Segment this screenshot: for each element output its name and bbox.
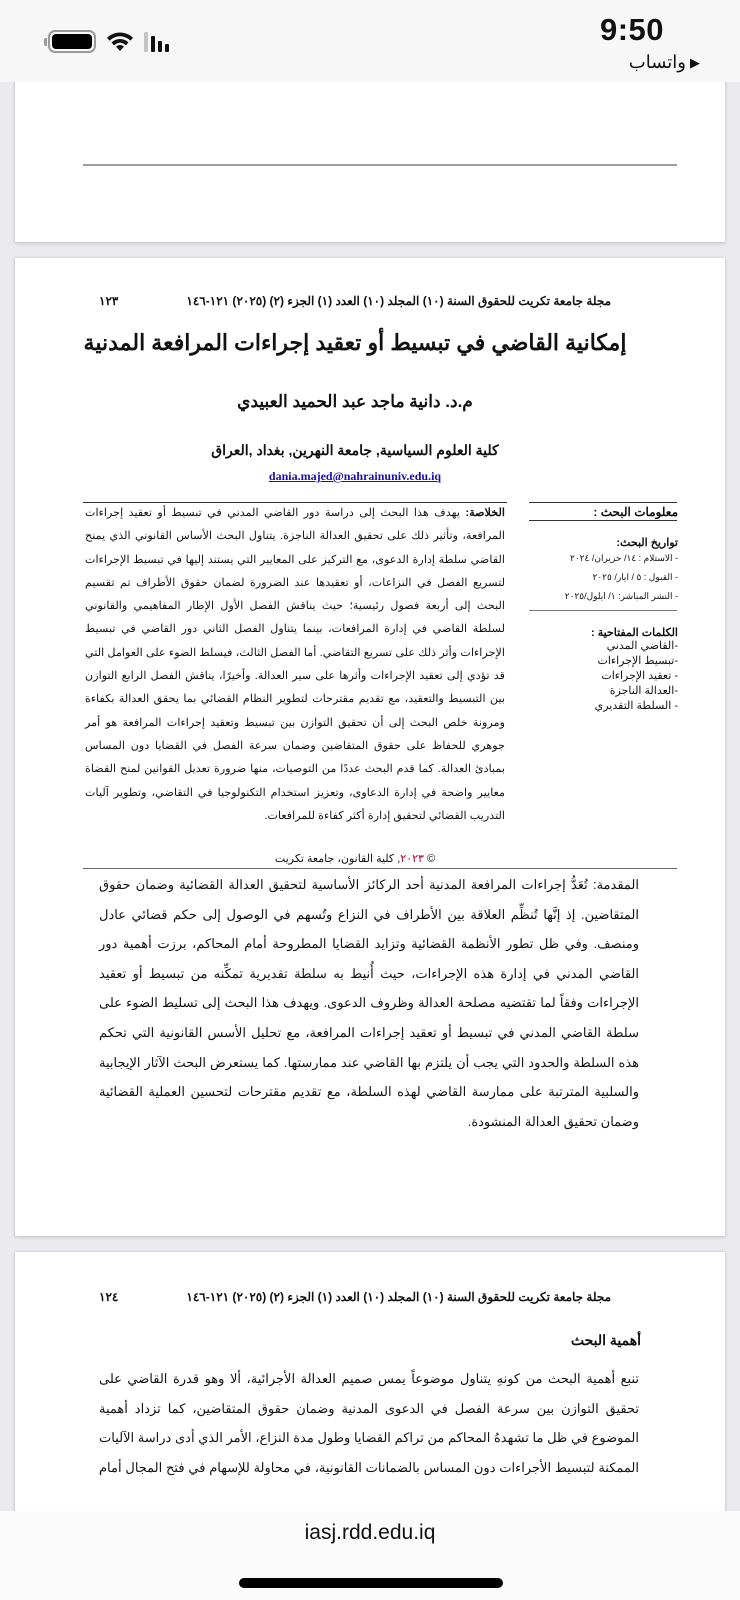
dates-heading: تواريخ البحث: bbox=[616, 537, 678, 549]
date-accepted: - القبول : ٥ / ايار/ ٢٠٢٥ bbox=[592, 572, 678, 582]
author-email-link[interactable]: dania.majed@nahrainuniv.edu.iq bbox=[268, 469, 442, 483]
date-published: - النشر المباشر: ١/ ايلول/٢٠٢٥ bbox=[564, 591, 678, 601]
research-info-heading: معلومات البحث : bbox=[593, 505, 678, 519]
journal-header bbox=[99, 1290, 611, 1304]
copyright-line bbox=[195, 852, 515, 865]
keywords-heading: الكلمات المفتاحية : bbox=[591, 627, 678, 639]
page-number: ١٢٤ bbox=[99, 1290, 119, 1304]
keyword: - السلطة التقديري bbox=[594, 700, 678, 712]
research-info-panel bbox=[533, 505, 678, 714]
abstract-label: الخلاصة: bbox=[465, 507, 505, 519]
back-arrow-icon: ▶ bbox=[690, 54, 700, 70]
battery-icon bbox=[48, 30, 96, 53]
back-to-app-link[interactable] bbox=[629, 52, 700, 73]
article-title: إمكانية القاضي في تبسيط أو تعقيد إجراءات المرافعة المدنية bbox=[83, 330, 627, 355]
section-heading: أهمية البحث bbox=[570, 1332, 641, 1348]
home-indicator[interactable] bbox=[239, 1578, 503, 1588]
pdf-page-123 bbox=[15, 258, 725, 1236]
cellular-signal-icon bbox=[144, 32, 169, 52]
abstract-text: يهدف هذا البحث إلى دراسة دور القاضي المدني في تبسيط أو تعقيد إجراءات المرافعة، وتأثير ذلك على تحقيق العدالة الناجزة. يتناول البحث الأساس القانوني الذي يمنح القاضي سلطة إدارة الدعوى، مع التركيز على المعايير التي يستند إليها في تبسيط الإجراءات لتسريع الفصل في النزاعات، أو تعقيدها عند الضرورة لضمان حقوق الأطراف تم تقسيم البحث إلى أربعة فصول رئيسية؛ حيث يناقش الفصل الأول الإطار المفاهيمي والقانوني لسلطة القاضي في إدارة المرافعات، بينما يتناول الفصل الثاني دور القاضي في تبسيط الإجراءات وأثر ذلك على تسريع التقاضي. أما الفصل الثالث، فيسلط الضوء على العوامل التي قد تؤدي إلى تعقيد الإجراءات وأثرها على سير العدالة. وأخيرًا، يناقش الفصل الرابع التوازن بين التبسيط والتعقيد، مع تقديم مقترحات لتطوير النظام القضائي بما يحقق العدالة بكفاءة ومرونة خلص البحث إلى أن تحقيق التوازن بين تبسيط وتعقيد إجراءات المرافعة هو أمر جوهري للحفاظ على حقوق المتقاضين وضمان سرعة الفصل في القضايا دون المساس بمبادئ العدالة. كما قدم البحث عددًا من التوصيات، منها ضرورة تعديل القوانين لمنح القضاة معايير واضحة في إدارة الدعاوى، وتعزيز استخدام التكنولوجيا في التقاضي، وتطوير آليات التدريب القضائي لتحقيق إدارة أكثر كفاءة للمرافعات. bbox=[85, 507, 505, 822]
address-bar[interactable]: iasj.rdd.edu.iq bbox=[304, 1521, 436, 1544]
author-affiliation: كلية العلوم السياسية, جامعة النهرين, بغداد ,العراق bbox=[211, 442, 499, 458]
status-bar bbox=[0, 0, 740, 82]
date-received: - الاستلام : ١٤/ حزيران/ ٢٠٢٤ bbox=[570, 553, 678, 563]
keyword: - تعقيد الإجراءات bbox=[601, 670, 678, 682]
back-app-label: واتساب bbox=[628, 52, 686, 72]
author-name: م.د. دانية ماجد عبد الحميد العبيدي bbox=[237, 392, 473, 411]
copyright-text: , كلية القانون، جامعة تكريت bbox=[274, 853, 401, 865]
intro-top-rule bbox=[83, 868, 677, 869]
copyright-icon: © bbox=[426, 853, 436, 865]
status-icons bbox=[48, 30, 169, 53]
keyword: -العدالة الناجزة bbox=[609, 685, 678, 697]
abstract bbox=[85, 502, 505, 828]
page-number: ١٢٣ bbox=[99, 294, 119, 308]
browser-bottom-bar bbox=[0, 1511, 740, 1600]
pdf-page-124 bbox=[15, 1252, 725, 1552]
copyright-year: ٢٠٢٣ bbox=[400, 853, 424, 865]
info-top-rule bbox=[529, 502, 677, 503]
wifi-icon bbox=[106, 31, 134, 53]
clock: 9:50 bbox=[599, 12, 664, 47]
keyword: -القاضي المدني bbox=[606, 640, 678, 652]
journal-citation: مجلة جامعة تكريت للحقوق السنة (١٠) المجلد (١٠) العدد (١) الجزء (٢) (٢٠٢٥) ١٢١-١٤٦ bbox=[186, 294, 611, 308]
introduction-label: المقدمة: bbox=[592, 877, 639, 892]
introduction-text: تُعَدُّ إجراءات المرافعة المدنية أحد الركائز الأساسية لتحقيق العدالة القضائية وضمان حقوق المتقاضين. إذ إنَّها تُنظِّم العلاقة بين الأطراف في النزاع وتُسهم في الوصول إلى حكم قضائي عادل ومنصف. وفي ظل تطور الأنظمة القضائية وتزايد القضايا المطروحة أمام المحاكم، برزت أهمية دور القاضي المدني في إدارة هذه الإجراءات، حيث أُنيط به سلطة تقديرية تمكِّنه من تبسيط أو تعقيد الإجراءات وفقاً لما تقتضيه مصلحة العدالة وظروف الدعوى. ويهدف هذا البحث إلى تسليط الضوء على سلطة القاضي المدني في تبسيط أو تعقيد إجراءات المرافعة، مع تحليل الأسس القانونية التي تحكم هذه السلطة والحدود التي يجب أن يلتزم بها القاضي عند ممارستها. كما يستعرض البحث الآثار الإيجابية والسلبية المترتبة على ممارسة القاضي لهذه السلطة، مع تقديم مقترحات لتحسين العملية القضائية وضمان تحقيق العدالة المنشودة. bbox=[99, 877, 639, 1129]
journal-citation: مجلة جامعة تكريت للحقوق السنة (١٠) المجلد (١٠) العدد (١) الجزء (٢) (٢٠٢٥) ١٢١-١٤٦ bbox=[186, 1290, 611, 1304]
section-text: تنبع أهمية البحث من كونهِ يتناول موضوعاً يمس صميم العدالة الأجرائية، ألا وهو قدرة القاضي على تحقيق التوازن بين سرعة الفصل في الدعوى المدنية وضمان حقوق المتقاضين، كما تزداد أهمية الموضوع في ظل ما تشهدهُ المحاكم من تراكم القضايا وطول مدة النزاع، الأمر الذي أدى دراسة الآليات الممكنة لتبسيط الأجراءات دون المساس بالضمانات القانونية، في محاولة للإسهام في فتح المجال أمام bbox=[99, 1371, 639, 1475]
footnote-separator bbox=[83, 164, 677, 166]
journal-header bbox=[99, 294, 611, 308]
introduction bbox=[99, 870, 639, 1136]
keyword: -تبسيط الإجراءات bbox=[597, 655, 678, 667]
pdf-page-previous bbox=[15, 70, 725, 242]
